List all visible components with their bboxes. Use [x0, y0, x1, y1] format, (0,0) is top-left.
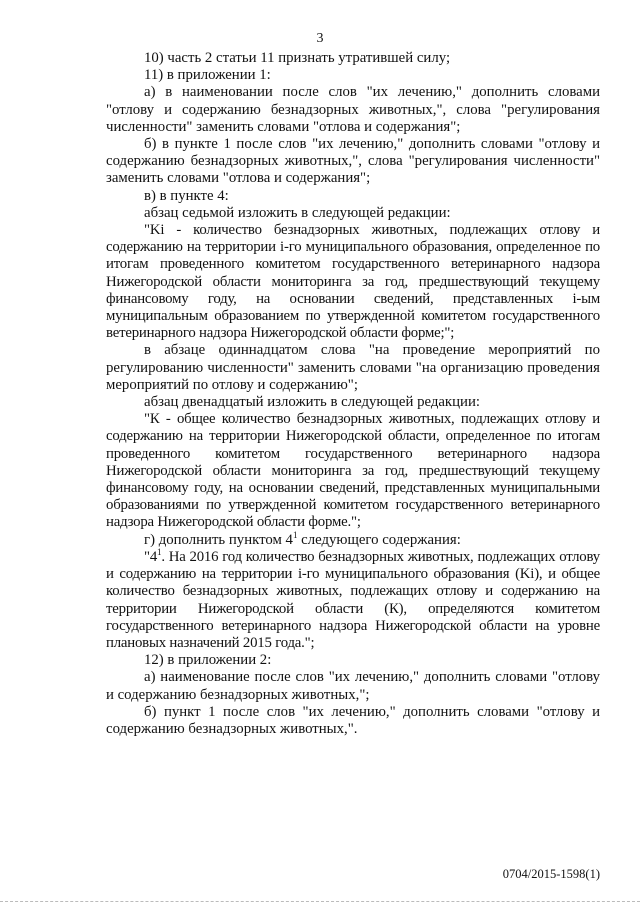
- paragraph: а) наименование после слов "их лечению," дополнить словами "отлову и содержанию безнадзорных животных,";: [106, 669, 600, 703]
- superscript: 1: [157, 546, 162, 557]
- page-bottom-edge: [0, 901, 640, 902]
- paragraph: абзац двенадцатый изложить в следующей редакции:: [144, 394, 480, 411]
- document-registration-number: 0704/2015-1598(1): [502, 867, 600, 881]
- paragraph-text: "4: [144, 548, 158, 565]
- document-body: [106, 50, 600, 738]
- paragraph: в) в пункте 4:: [144, 187, 229, 204]
- paragraph: 12) в приложении 2:: [144, 652, 272, 669]
- paragraph: "К - общее количество безнадзорных животных, подлежащих отлову и содержанию на территории Нижегородской области, определенное по итогам проведенного комитетом государственного ветеринарного надзора Нижегородской области мониторинга за год, предшествующий текущему финансовому году, на основании сведений, представленных муниципальными образованиями по утвержденной комитетом государственного ветеринарного надзора Нижегородской области форме.";: [106, 411, 600, 531]
- paragraph: а) в наименовании после слов "их лечению," дополнить словами "отлову и содержанию безнадзорных животных,", слова "регулирования численности" заменить словами "отлова и содержания";: [106, 84, 600, 135]
- paragraph-text: . На 2016 год количество безнадзорных животных, подлежащих отлову и содержанию на территории i-го муниципального образования (Ki), и общее количество безнадзорных животных, подлежащих отлову и содержанию на территории Нижегородской области (К), определяются комитетом государственного ветеринарного надзора Нижегородской области на уровне плановых назначений 2015 года.";: [106, 548, 600, 651]
- paragraph: абзац седьмой изложить в следующей редакции:: [144, 204, 451, 221]
- paragraph-with-superscript: [106, 546, 600, 652]
- paragraph-text: следующего содержания:: [297, 531, 461, 548]
- superscript: 1: [292, 529, 298, 540]
- paragraph: 11) в приложении 1:: [144, 67, 271, 84]
- paragraph-text: г) дополнить пунктом 4: [144, 531, 293, 548]
- paragraph: в абзаце одиннадцатом слова "на проведение мероприятий по регулированию численности" заменить словами "на организацию проведения мероприятий по отлову и содержанию";: [106, 342, 600, 393]
- paragraph: "Ki - количество безнадзорных животных, подлежащих отлову и содержанию на территории i-го муниципального образования, определенное по итогам проведенного комитетом государственного ветеринарного надзора Нижегородской области мониторинга за год, предшествующий текущему финансовому году, на основании сведений, представленных i-ым муниципальным образованием по утвержденной комитетом государственного ветеринарного надзора Нижегородской области форме;";: [106, 222, 600, 342]
- paragraph: б) пункт 1 после слов "их лечению," дополнить словами "отлову и содержанию безнадзорных животных,".: [106, 703, 600, 737]
- paragraph: б) в пункте 1 после слов "их лечению," дополнить словами "отлову и содержанию безнадзорных животных,", слова "регулирования численности" заменить словами "отлова и содержания";: [106, 136, 600, 187]
- paragraph: 10) часть 2 статьи 11 признать утратившей силу;: [144, 50, 451, 66]
- page-number: 3: [316, 31, 324, 46]
- paragraph-with-superscript: [106, 529, 600, 549]
